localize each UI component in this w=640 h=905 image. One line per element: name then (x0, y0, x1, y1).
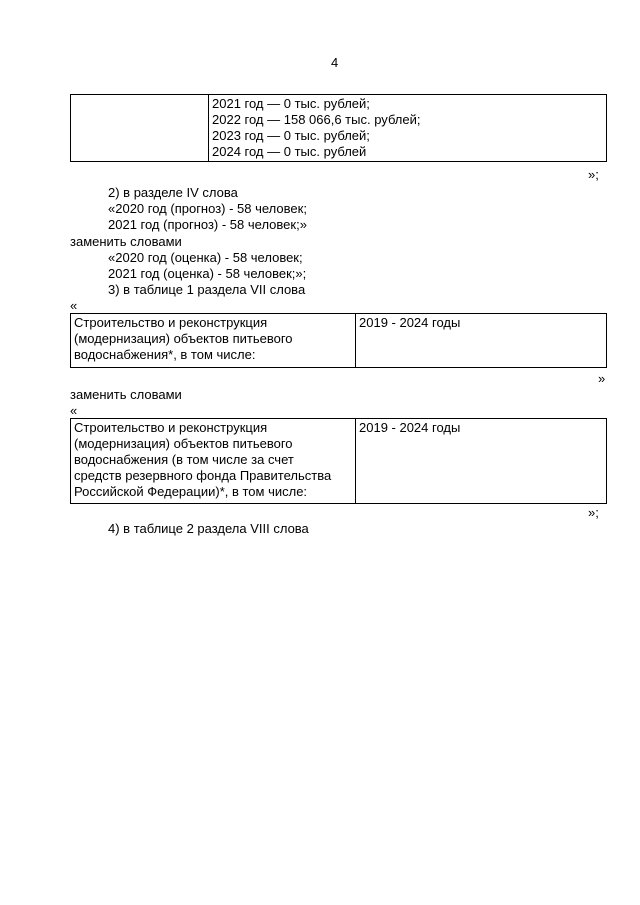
funding-line: 2023 год — 0 тыс. рублей; (212, 128, 370, 143)
replace-text: заменить словами (70, 234, 182, 249)
table-row (71, 419, 607, 504)
open-quote: « (70, 403, 78, 418)
table-row (71, 314, 607, 368)
description-line: Строительство и реконструкция (74, 315, 268, 330)
close-quote: »; (588, 505, 599, 520)
period-text: 2019 - 2024 годы (359, 315, 461, 330)
table-cell-period (356, 419, 607, 504)
quote-line: 2021 год (прогноз) - 58 человек;» (108, 217, 307, 232)
funding-line: 2021 год — 0 тыс. рублей; (212, 96, 370, 111)
close-quote: » (598, 371, 606, 386)
description-line: водоснабжения (в том числе за счет (74, 452, 294, 467)
description-line: Строительство и реконструкция (74, 420, 268, 435)
table-2 (70, 418, 607, 504)
description-line: (модернизация) объектов питьевого (74, 331, 293, 346)
quote-line: «2020 год (прогноз) - 58 человек; (108, 201, 307, 216)
quote-line: 2021 год (оценка) - 58 человек;»; (108, 266, 307, 281)
funding-line: 2024 год — 0 тыс. рублей (212, 144, 367, 159)
item-4: 4) в таблице 2 раздела VIII слова (108, 521, 309, 536)
table-cell-funding (209, 95, 607, 162)
table-cell-empty (71, 95, 209, 162)
period-text: 2019 - 2024 годы (359, 420, 461, 435)
funding-table (70, 94, 607, 162)
open-quote: « (70, 298, 78, 313)
description-line: (модернизация) объектов питьевого (74, 436, 293, 451)
table-row (71, 95, 607, 162)
page-number: 4 (331, 55, 339, 70)
table-1 (70, 313, 607, 368)
replace-text: заменить словами (70, 387, 182, 402)
item-3: 3) в таблице 1 раздела VII слова (108, 282, 306, 297)
description-line: средств резервного фонда Правительства (74, 468, 332, 483)
table-cell-description (71, 419, 356, 504)
table-cell-period (356, 314, 607, 368)
funding-line: 2022 год — 158 066,6 тыс. рублей; (212, 112, 421, 127)
item-2: 2) в разделе IV слова (108, 185, 238, 200)
description-line: водоснабжения*, в том числе: (74, 347, 256, 362)
close-quote: »; (588, 167, 599, 182)
quote-line: «2020 год (оценка) - 58 человек; (108, 250, 303, 265)
description-line: Российской Федерации)*, в том числе: (74, 484, 308, 499)
table-cell-description (71, 314, 356, 368)
